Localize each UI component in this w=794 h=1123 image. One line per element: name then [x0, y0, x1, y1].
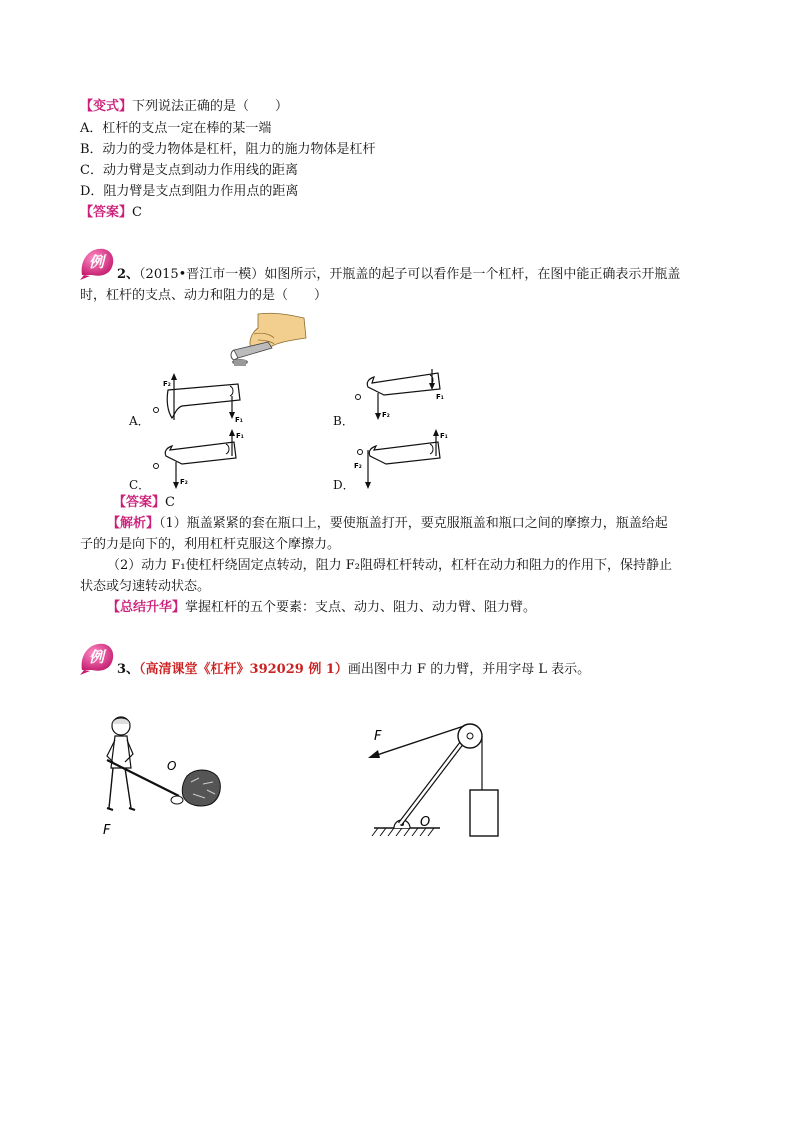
example2-analysis1-line1: （1）瓶盖紧紧的套在瓶口上，要使瓶盖打开，要克服瓶盖和瓶口之间的摩擦力，瓶盖给起	[159, 516, 668, 531]
example2-summary-text: 掌握杠杆的五个要素：支点、动力、阻力、动力臂、阻力臂。	[185, 600, 537, 615]
choice-a-label: A．	[129, 414, 150, 428]
choice-d-f2-label: F₂	[354, 462, 362, 470]
choice-b-f2-label: F₂	[382, 411, 390, 419]
choice-c-label: C．	[129, 478, 151, 492]
example3-text: 画出图中力 F 的力臂，并用字母 L 表示。	[347, 662, 591, 677]
example2-analysis2-line2: 状态或匀速转动状态。	[80, 579, 211, 594]
choice-b-lever-diagram	[352, 365, 452, 427]
example2-answer-tag: 【答案】	[113, 495, 166, 510]
choice-d-label: D．	[333, 478, 355, 492]
example2-answer	[113, 494, 175, 512]
hand-opener-illustration	[228, 310, 308, 368]
example2-badge-text: 例	[89, 253, 105, 271]
left-figure-f-label: F	[103, 823, 111, 838]
example-badge-icon	[78, 640, 118, 676]
person-prying-rock-figure	[95, 712, 235, 844]
variant-option-b: B．动力的受力物体是杠杆，阻力的施力物体是杠杆	[80, 142, 376, 157]
example2-summary-tag: 【总结升华】	[107, 600, 186, 615]
choice-b-f1-label: F₁	[436, 393, 444, 401]
choice-a-f2-label: F₂	[163, 380, 171, 388]
variant-answer-tag: 【答案】	[80, 205, 133, 220]
variant-option-d: D．阻力臂是支点到阻力作用点的距离	[80, 184, 299, 199]
choice-a-lever-diagram	[148, 372, 248, 430]
variant-question-text: 下列说法正确的是（ ）	[132, 99, 289, 114]
choice-c-f2-label: F₂	[180, 478, 188, 486]
choice-c-lever-diagram	[148, 428, 248, 490]
example3-badge-text: 例	[89, 648, 105, 666]
right-figure-f-label: F	[374, 729, 382, 744]
choice-c-f1-label: F₁	[236, 432, 244, 440]
example-badge-icon	[78, 245, 118, 281]
right-figure-o-label: O	[420, 815, 431, 830]
example3-question	[117, 661, 590, 679]
choice-d-lever-diagram	[352, 428, 452, 490]
example2-number: 2、	[117, 267, 140, 282]
lever-pulley-figure	[360, 710, 520, 844]
example2-question-line2: 时，杠杆的支点、动力和阻力的是（ ）	[80, 288, 328, 303]
example3-number: 3、	[117, 662, 140, 677]
variant-tag: 【变式】	[80, 99, 133, 114]
left-figure-o-label: O	[167, 759, 177, 773]
example2-text-line1: 如图所示，开瓶盖的起子可以看作是一个杠杆，在图中能正确表示开瓶盖	[264, 267, 681, 282]
variant-option-c: C．动力臂是支点到动力作用线的距离	[80, 163, 298, 178]
example2-question-line1	[117, 266, 680, 284]
example2-source: （2015•晋江市一模）	[139, 267, 265, 282]
example2-analysis1-line2: 子的力是向下的，利用杠杆克服这个摩擦力。	[80, 537, 341, 552]
variant-answer	[80, 204, 142, 222]
choice-a-f1-label: F₁	[235, 416, 243, 424]
example2-analysis-line1	[107, 515, 668, 533]
variant-question	[80, 98, 288, 116]
example2-analysis2-line1: （2）动力 F₁使杠杆绕固定点转动，阻力 F₂阻碍杠杆转动，杠杆在动力和阻力的作用下，保持静止	[107, 558, 672, 573]
variant-option-a: A．杠杆的支点一定在棒的某一端	[80, 121, 272, 136]
variant-answer-value: C	[132, 205, 142, 220]
choice-b-label: B．	[333, 414, 354, 428]
example2-analysis-tag: 【解析】	[107, 516, 160, 531]
example2-summary	[107, 599, 536, 617]
example2-answer-value: C	[165, 495, 175, 510]
choice-d-f1-label: F₁	[440, 432, 448, 440]
example3-source: （高清课堂《杠杆》392029 例 1）	[139, 662, 348, 677]
